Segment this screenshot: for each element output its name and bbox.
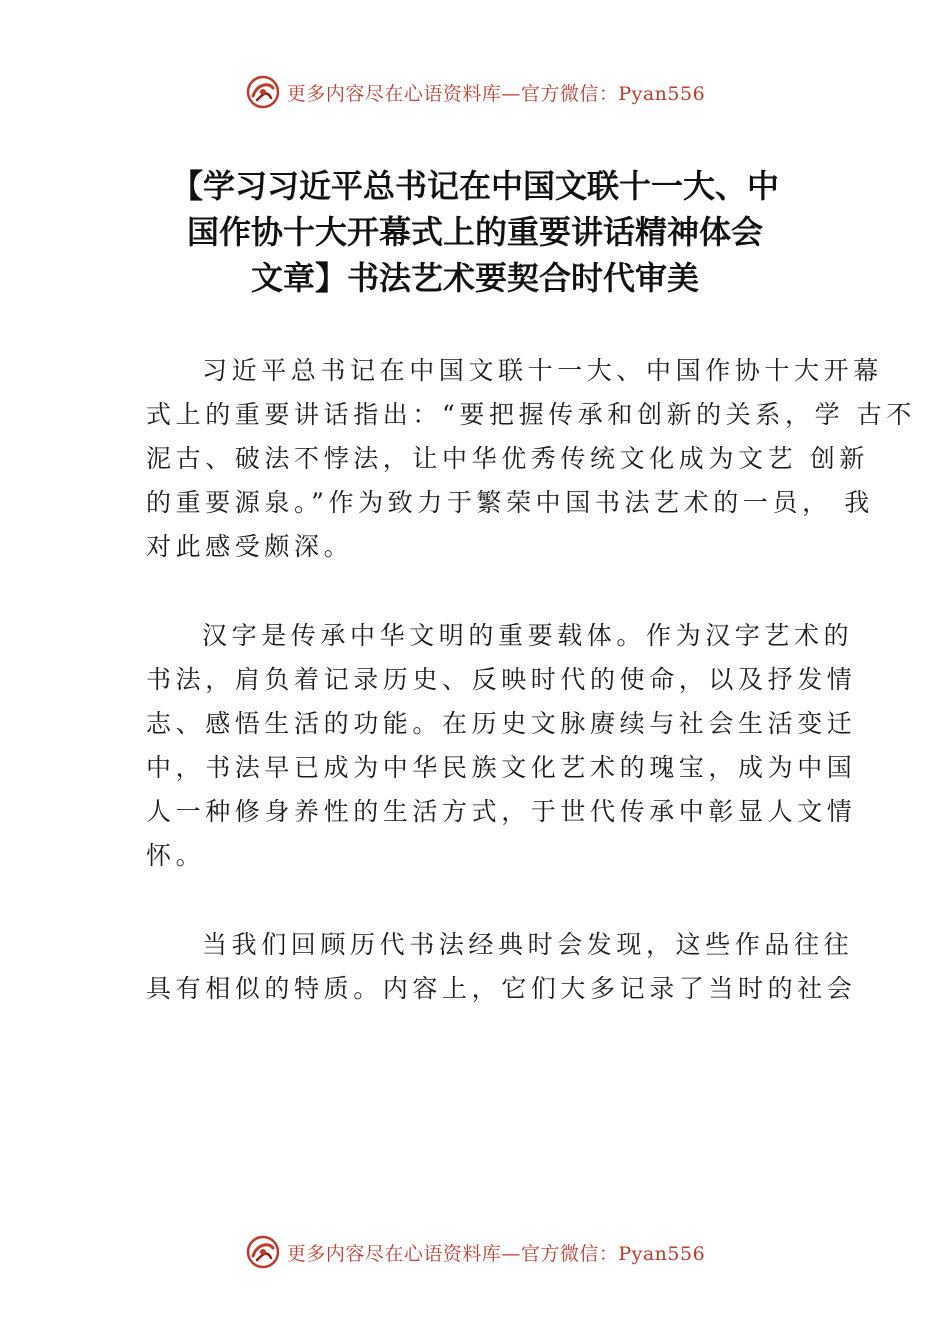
paragraph-line: 具有相似的特质。内容上，它们大多记录了当时的社会 [146,974,857,1003]
banner-text: 更多内容尽在心语资料库—官方微信：Pyan556 [286,82,706,105]
paragraph-line: 对此感受颇深。 [146,532,354,561]
paragraph-line: 当我们回顾历代书法经典时会发现，这些作品往往 [202,930,854,959]
red-swirl-logo-icon [245,74,281,110]
paragraph-line: 习近平总书记在中国文联十一大、中国作协十大开幕 [202,356,883,385]
title-line: 【学习习近平总书记在中国文联十一大、中 [170,167,779,205]
paragraph-line: 书法，肩负着记录历史、反映时代的使命，以及抒发情 [146,665,857,694]
paragraph-line: 汉字是传承中华文明的重要载体。作为汉字艺术的 [202,621,854,650]
paragraph-line: 的重要源泉。”作为致力于繁荣中国书法艺术的一员， 我 [146,488,874,517]
red-swirl-logo-icon [245,1234,281,1270]
body-paragraph-1 [146,349,916,569]
header-banner [0,72,950,112]
page-title [120,163,830,301]
paragraph-line: 式上的重要讲话指出：“要把握传承和创新的关系，学 古不 [146,400,916,429]
paragraph-line: 志、感悟生活的功能。在历史文脉赓续与社会生活变迁 [146,709,857,738]
paragraph-line: 人一种修身养性的生活方式，于世代传承中彰显人文情 [146,797,857,826]
body-paragraph-3 [146,923,857,1011]
body-paragraph-2 [146,614,857,878]
title-line: 文章】书法艺术要契合时代审美 [250,259,699,297]
paragraph-line: 怀。 [146,841,206,870]
title-line: 国作协十大开幕式上的重要讲话精神体会 [186,213,763,251]
footer-banner [0,1232,950,1272]
paragraph-line: 泥古、破法不悖法，让中华优秀传统文化成为文艺 创新 [146,444,869,473]
banner-text: 更多内容尽在心语资料库—官方微信：Pyan556 [286,1242,706,1265]
paragraph-line: 中，书法早已成为中华民族文化艺术的瑰宝，成为中国 [146,753,857,782]
